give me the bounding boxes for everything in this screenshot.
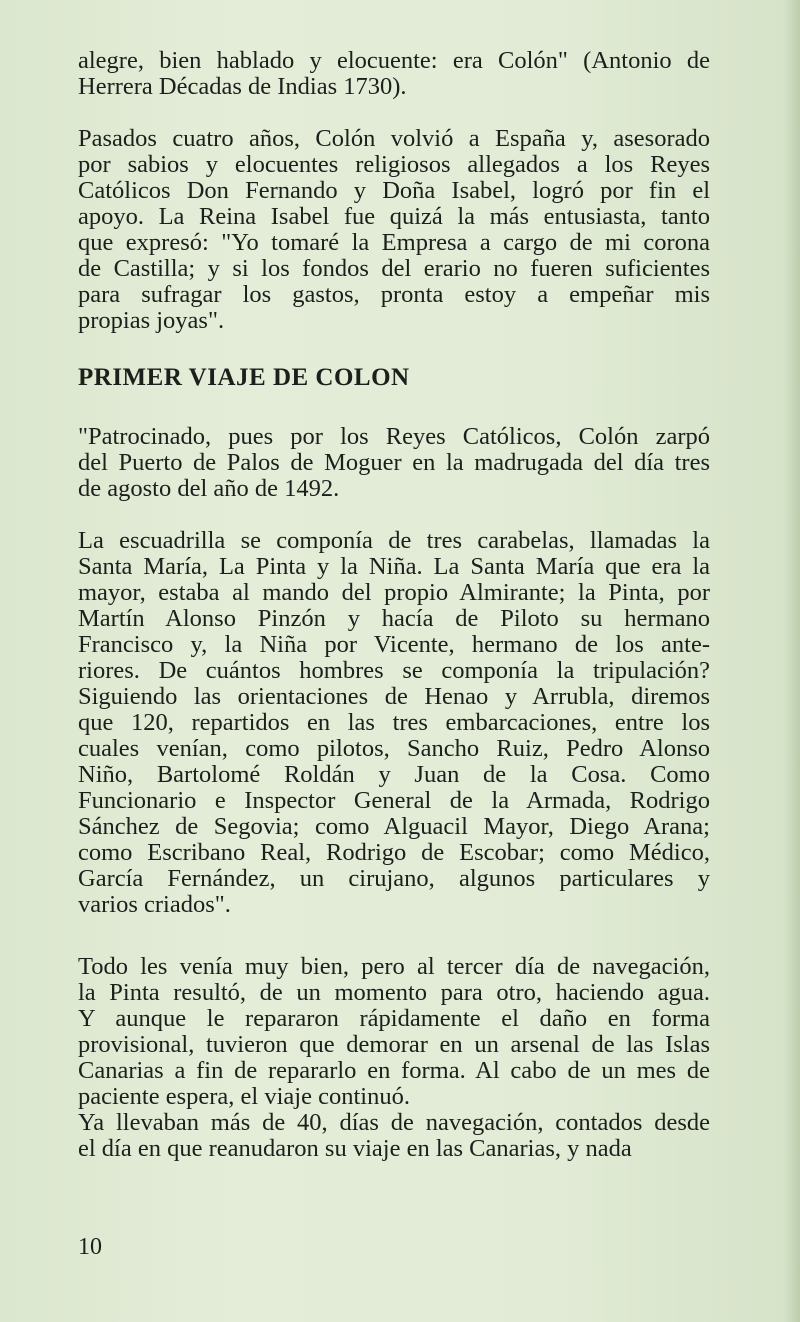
- text-line: que expresó: "Yo tomaré la Empresa a cargo de mi corona: [78, 229, 710, 256]
- text-line: como Escribano Real, Rodrigo de Escobar; como Médico,: [78, 839, 710, 866]
- text-line: García Fernández, un cirujano, algunos particulares y: [78, 865, 710, 892]
- paragraph-support-of-monarchs: [78, 126, 710, 334]
- text-line: Francisco y, la Niña por Vicente, hermano de los ante-: [78, 631, 710, 658]
- text-line: Católicos Don Fernando y Doña Isabel, logró por fin el: [78, 177, 710, 204]
- text-line: Todo les venía muy bien, pero al tercer día de navegación,: [78, 953, 710, 980]
- text-line: alegre, bien hablado y elocuente: era Colón" (Antonio de: [78, 47, 710, 74]
- text-line: cuales venían, como pilotos, Sancho Ruiz, Pedro Alonso: [78, 735, 710, 762]
- page-number: 10: [78, 1234, 102, 1260]
- page-edge-shadow: [784, 0, 800, 1322]
- text-line: varios criados".: [78, 891, 231, 918]
- section-heading: PRIMER VIAJE DE COLON: [78, 364, 410, 391]
- text-line: paciente espera, el viaje continuó.: [78, 1083, 410, 1110]
- paragraph-fleet-and-crew: [78, 528, 710, 918]
- text-line: Martín Alonso Pinzón y hacía de Piloto su hermano: [78, 605, 710, 632]
- paragraph-continuation: [78, 48, 710, 100]
- text-line: de agosto del año de 1492.: [78, 475, 340, 502]
- text-line: por sabios y elocuentes religiosos allegados a los Reyes: [78, 151, 710, 178]
- text-line: Herrera Décadas de Indias 1730).: [78, 73, 407, 100]
- text-line: que 120, repartidos en las tres embarcaciones, entre los: [78, 709, 710, 736]
- text-line: Ya llevaban más de 40, días de navegación, contados desde: [78, 1109, 710, 1136]
- text-line: mayor, estaba al mando del propio Almirante; la Pinta, por: [78, 579, 710, 606]
- text-line: Niño, Bartolomé Roldán y Juan de la Cosa. Como: [78, 761, 710, 788]
- text-line: apoyo. La Reina Isabel fue quizá la más entusiasta, tanto: [78, 203, 710, 230]
- text-line: Funcionario e Inspector General de la Armada, Rodrigo: [78, 787, 710, 814]
- text-line: provisional, tuvieron que demorar en un arsenal de las Islas: [78, 1031, 710, 1058]
- text-line: el día en que reanudaron su viaje en las Canarias, y nada: [78, 1135, 632, 1162]
- text-line: para sufragar los gastos, pronta estoy a empeñar mis: [78, 281, 710, 308]
- text-line: Siguiendo las orientaciones de Henao y Arrubla, diremos: [78, 683, 710, 710]
- paragraph-pinta-repair: [78, 954, 710, 1110]
- text-line: Sánchez de Segovia; como Alguacil Mayor, Diego Arana;: [78, 813, 710, 840]
- text-line: riores. De cuántos hombres se componía la tripulación?: [78, 657, 710, 684]
- text-line: propias joyas".: [78, 307, 225, 334]
- text-line: del Puerto de Palos de Moguer en la madrugada del día tres: [78, 449, 710, 476]
- text-line: Canarias a fin de repararlo en forma. Al cabo de un mes de: [78, 1057, 710, 1084]
- text-line: la Pinta resultó, de un momento para otro, haciendo agua.: [78, 979, 710, 1006]
- paragraph-navigation-days: [78, 1110, 710, 1162]
- text-line: de Castilla; y si los fondos del erario no fueren suficientes: [78, 255, 710, 282]
- text-line: Y aunque le repararon rápidamente el daño en forma: [78, 1005, 710, 1032]
- text-line: Santa María, La Pinta y la Niña. La Santa María que era la: [78, 553, 710, 580]
- paragraph-departure: [78, 424, 710, 502]
- text-line: Pasados cuatro años, Colón volvió a España y, asesorado: [78, 125, 710, 152]
- text-line: La escuadrilla se componía de tres carabelas, llamadas la: [78, 527, 710, 554]
- text-line: "Patrocinado, pues por los Reyes Católicos, Colón zarpó: [78, 423, 710, 450]
